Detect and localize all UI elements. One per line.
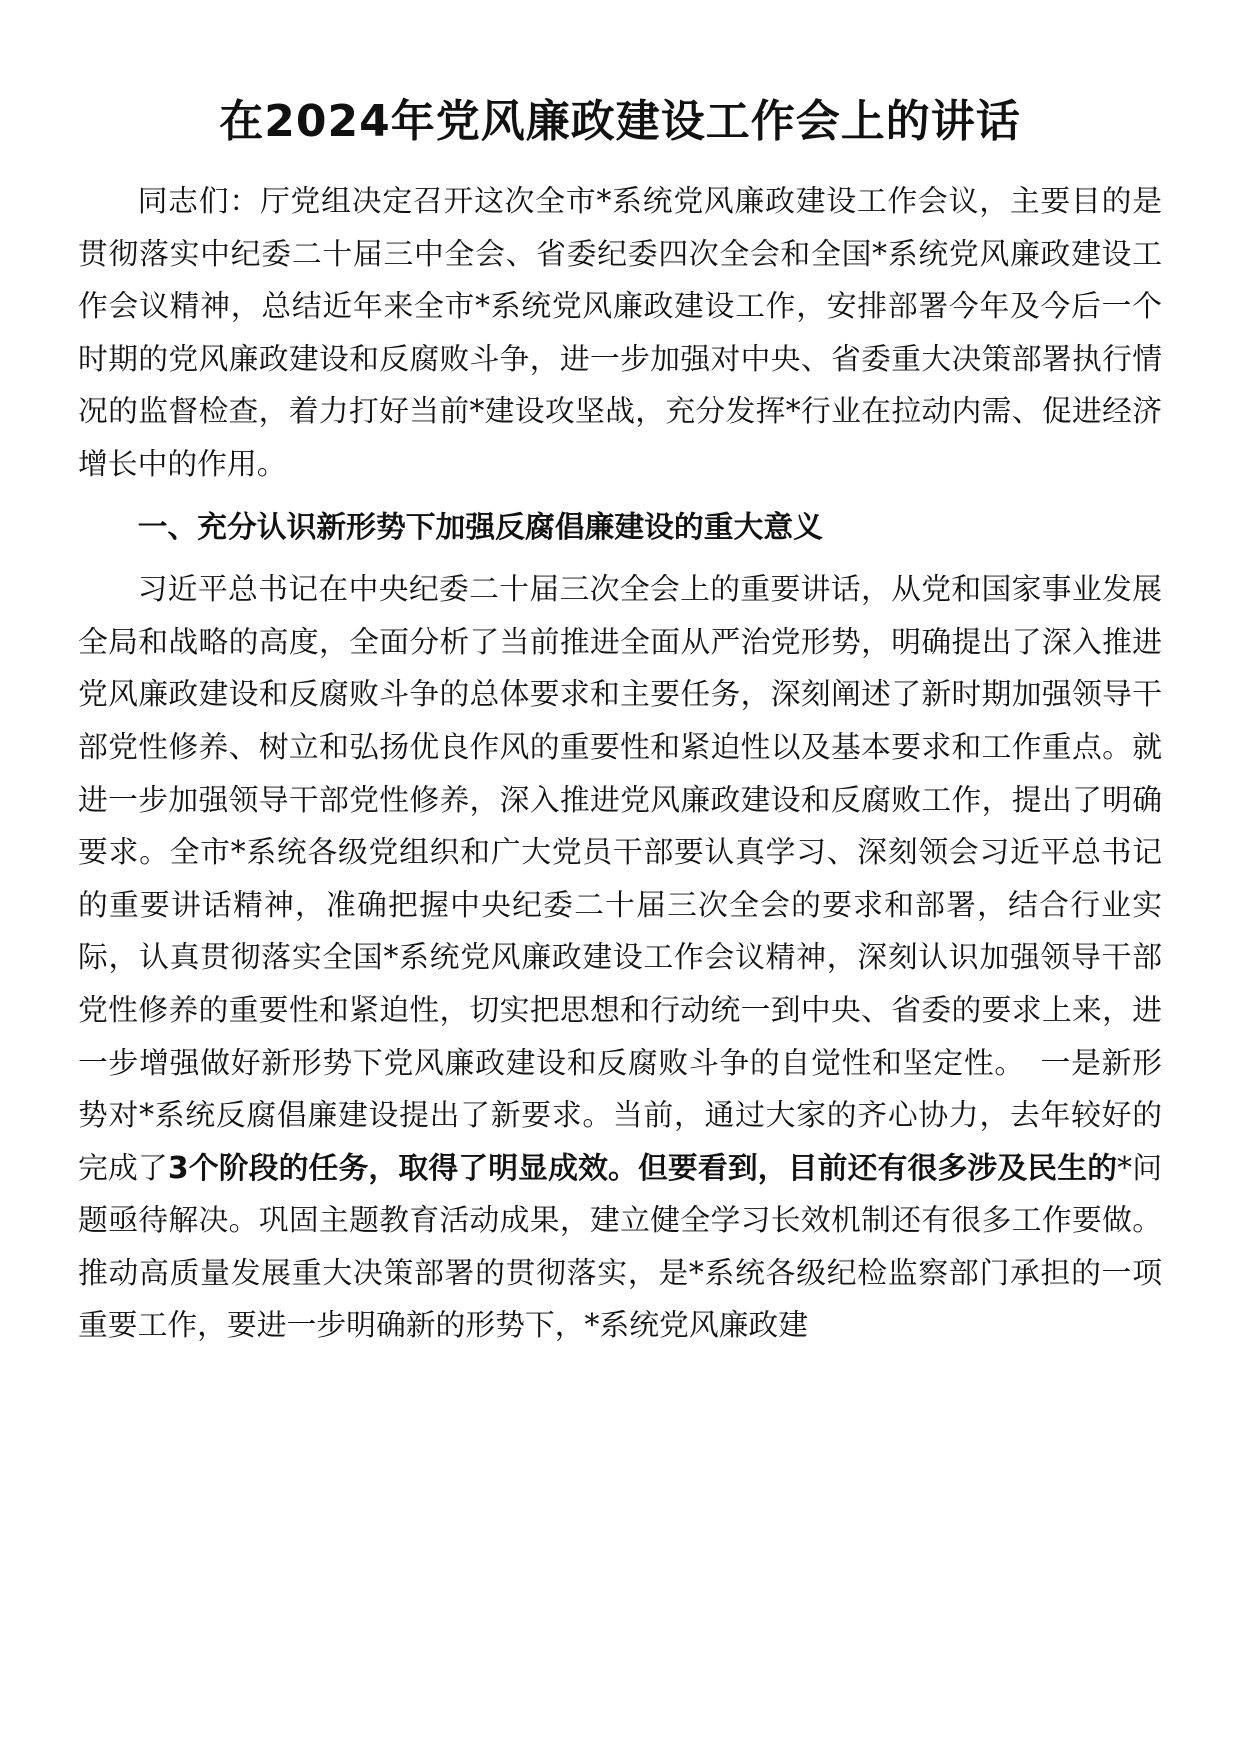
document-page: [78, 92, 1162, 1353]
paragraph-text: 习近平总书记在中央纪委二十届三次全会上的重要讲话，从党和国家事业发展全局和战略的高度，全面分析了当前推进全面从严治党形势，明确提出了深入推进党风廉政建设和反腐败斗争的总体要求和主要任务，深刻阐述了新时期加强领导干部党性修养、树立和弘扬优良作风的重要性和紧迫性以及基本要求和工作重点。就进一步加强领导干部党性修养，深入推进党风廉政建设和反腐败工作，提出了明确要求。全市*系统各级党组织和广大党员干部要认真学习、深刻领会习近平总书记的重要讲话精神，准确把握中央纪委二十届三次全会的要求和部署，结合行业实际，认真贯彻落实全国*系统党风廉政建设工作会议精神，深刻认识加强领导干部党性修养的重要性和紧迫性，切实把思想和行动统一到中央、省委的要求上来，进一步增强做好新形势下党风廉政建设和反腐败斗争的自觉性和坚定性。 一是新形势对*系统反腐倡廉建设提出了新要求。当前，通过大家的齐心协力，去年较好的完成了: [78, 572, 1162, 1186]
section-heading: 一、充分认识新形势下加强反腐倡廉建设的重大意义: [137, 509, 823, 545]
bold-text: 3个阶段的任务，取得了明显成效。但要看到，目前还有很多涉及民生的: [167, 1150, 1118, 1186]
intro-paragraph: 同志们：厅党组决定召开这次全市*系统党风廉政建设工作会议，主要目的是贯彻落实中纪委二十届三中全会、省委纪委四次全会和全国*系统党风廉政建设工作会议精神，总结近年来全市*系统党风廉政建设工作，安排部署今年及今后一个时期的党风廉政建设和反腐败斗争，进一步加强对中央、省委重大决策部署执行情况的监督检查，着力打好当前*建设攻坚战，充分发挥*行业在拉动内需、促进经济增长中的作用。: [78, 184, 1162, 482]
section-paragraph: [78, 564, 1162, 1353]
paragraph-text-continued: *问题亟待解决。巩固主题教育活动成果，建立健全学习长效机制还有很多工作要做。推动高质量发展重大决策部署的贯彻落实，是*系统各级纪检监察部门承担的一项重要工作，要进一步明确新的形势下，*系统党风廉政建: [78, 1150, 1163, 1344]
document-title: 在2024年党风廉政建设工作会上的讲话: [219, 96, 1021, 147]
